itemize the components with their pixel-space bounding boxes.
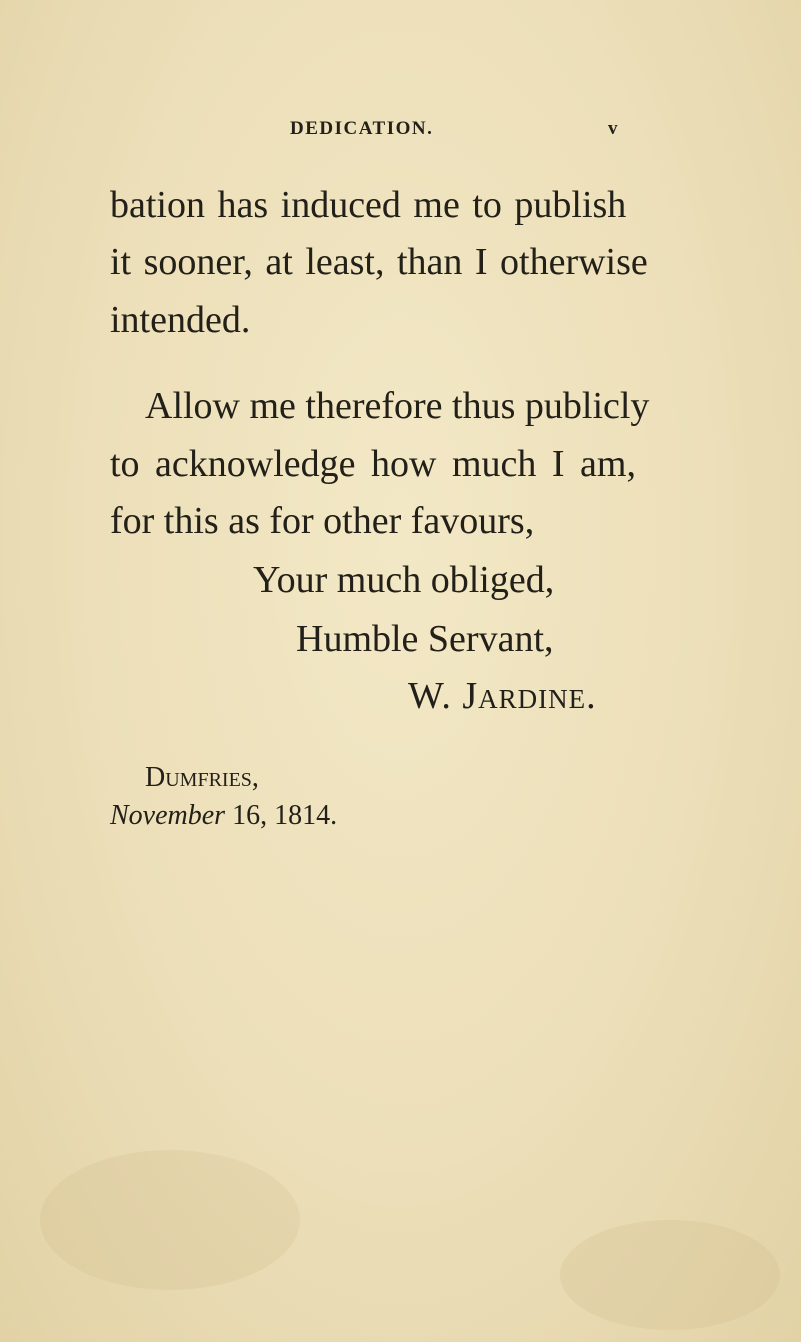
page-header: [0, 118, 801, 142]
salutation: Your much obliged,: [253, 559, 555, 601]
date-line: [110, 800, 337, 832]
place-name: Dumfries,: [145, 762, 259, 793]
servant-line: Humble Servant,: [296, 618, 554, 660]
text-line: to acknowledge how much I am,: [110, 443, 636, 485]
text-line: for this as for other favours,: [110, 500, 535, 542]
paper-stain: [40, 1150, 300, 1290]
signature: W. Jardine.: [408, 675, 597, 717]
date-day-year: 16, 1814.: [225, 800, 338, 831]
running-title: DEDICATION.: [290, 118, 434, 139]
text-line: intended.: [110, 299, 251, 341]
paper-stain: [560, 1220, 780, 1330]
text-line: it sooner, at least, than I otherwise: [110, 241, 648, 283]
text-line: Allow me therefore thus publicly: [145, 385, 650, 427]
date-month: November: [110, 800, 226, 831]
text-line: bation has induced me to publish: [110, 184, 627, 226]
page-number: v: [608, 118, 618, 139]
